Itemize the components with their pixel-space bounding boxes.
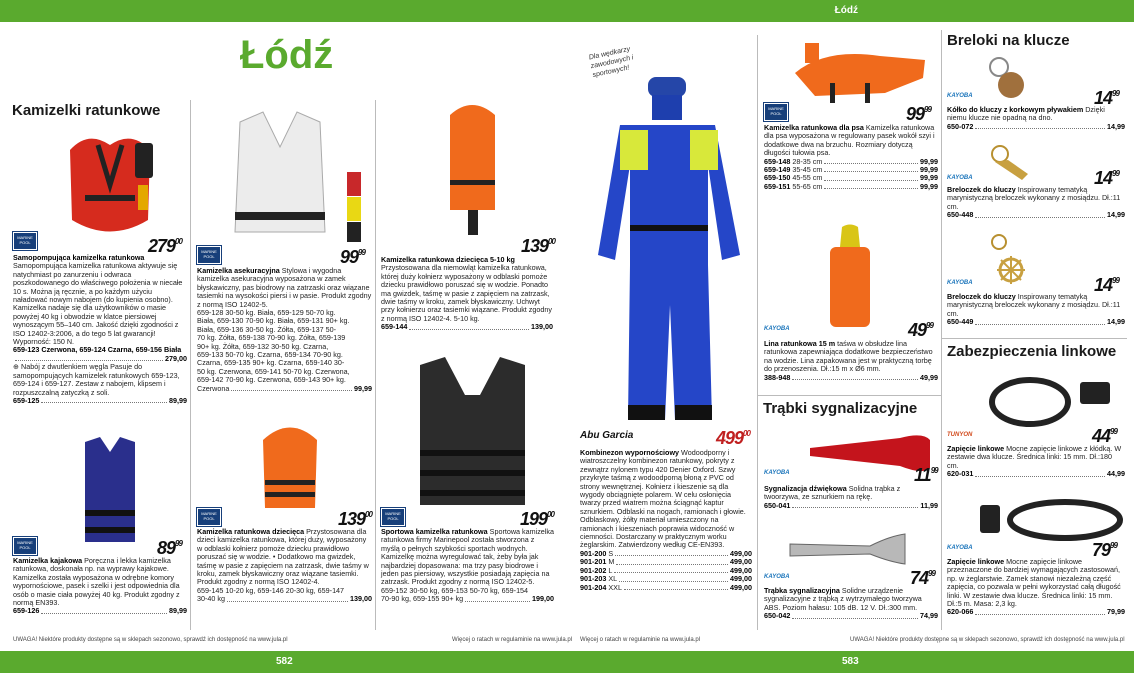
product-description: Poręczna i lekka kamizelka ratunkowa, doskonała np. na wyprawy kajakowe. Kamizelka została wyposażona w odrębne komory wypornościowe, pasek i szelki i jest odpowiednia dla osób o masie ciała powyżej 40 kg. Produkt zgodny z normą EN393. <box>13 556 180 608</box>
marine-pool-badge: MARINE POOL <box>381 508 405 526</box>
product-p15 <box>947 445 1125 479</box>
brand-kayoba: KAYOBA <box>764 470 790 476</box>
marine-pool-badge: MARINE POOL <box>764 103 788 121</box>
page-number-left: 582 <box>276 656 293 667</box>
product-code: 659-148 <box>764 156 791 166</box>
product-p16 <box>947 558 1125 617</box>
top-bar <box>0 0 1134 22</box>
product-description: Sportowa kamizelka ratunkowa firmy Marinepool została stworzona z myślą o pełnych szybkości sportach wodnych. Kamizelkę można wyregulować tak, żeby była jak najbardziej dopasowana: ma trzy pasy biodrowe i jeden pas piersiowy, wszystkie posiadają zapięcia na zatrzask. Produkt zgodny z normą ISO 12402-5. <box>381 527 554 587</box>
footnote-right: UWAGA! Niektóre produkty dostępne są w sklepach sezonowo, sprawdź ich dostępność na www.jula.pl <box>850 637 1125 643</box>
divider <box>375 100 376 630</box>
product-price-line: 499,00 <box>730 565 752 575</box>
variant-line: 659-128 30-50 kg. Biała, 659-129 50-70 kg. <box>197 308 336 318</box>
divider <box>758 395 941 396</box>
product-code: 650-041 <box>764 500 791 510</box>
brand-tunyon: TUNYON <box>947 432 973 438</box>
kayak-vest-image <box>75 432 145 552</box>
dog-vest-image <box>785 38 935 108</box>
variant-line: 659-142 70-90 kg. Czerwona, 659-143 90+ kg. <box>197 375 346 385</box>
product-code: 901-200 <box>580 548 607 558</box>
variant-line: 70 kg. Żółta, 659-138 70-90 kg. Żółta, 659-139 <box>197 333 346 343</box>
product-title: Zapięcie linkowe <box>947 557 1005 566</box>
price-p13: $14^{99}$ <box>1094 168 1119 188</box>
product-title: Samopompująca kamizelka ratunkowa <box>13 253 145 262</box>
marine-pool-badge: MARINE POOL <box>13 232 37 250</box>
product-price-line: 199,00 <box>532 594 554 604</box>
product-title: Breloczek do kluczy <box>947 185 1016 194</box>
product-code: 659-144 <box>381 322 408 332</box>
brass-keyring-image <box>980 142 1035 187</box>
price-p3: $139^{00}$ <box>521 236 555 256</box>
marine-pool-badge: MARINE POOL <box>197 246 221 264</box>
price-p10: $11^{99}$ <box>914 465 938 485</box>
product-description: Wodoodporny i wiatroszczelny kombinezon ratunkowy, pokryty z zewnątrz nylonem typu 420 Denier Oxford. Szwy przykryte taśmą z wodoodporną błoną z PVC od strony wewnętrznej. Kołnierz i kieszenie są dla wygody obciągnięte polarem. W celu osłonięcia twarzy przed wiatrem można ściągnąć kaptur sznurkiem. Odblaski na nogach, ramionach i głowie. Odblaskowy, żółty materiał umieszczony na ramionach i kieszeniach poprawia widoczność w ciemności. Dostarczany w praktycznym worku żeglarskim. Zatwierdzony według CE-EN393. <box>580 448 746 550</box>
divider <box>757 35 758 630</box>
product-description: Przystosowana dla dzieci kamizelka ratunkowa, której duży, wyposażony w odblaski kołnierz pomoże dziecku prawidłowo poruszać się w wodzie. • Dodatkowo ma gwizdek, taśmę w pasie z zapięciem na zatrzask, dwie taśmy w kroku, zamek błyskawiczny oraz wiązane tasiemki. Produkt zgodny z normą ISO 12402-4. <box>197 527 369 587</box>
product-p13 <box>947 186 1125 220</box>
signal-horn-image <box>785 530 915 570</box>
product-p9 <box>764 340 938 382</box>
product-description: Stylowa i wygodna kamizelka asekuracyjna wyposażona w zamek błyskawiczny, pas biodrowy na zatrzaski oraz wiązane tasiemki na wysokości piersi i w pasie. Produkt zgodny z normą ISO 12402-5. <box>197 266 372 309</box>
product-price-line: 499,00 <box>730 574 752 584</box>
product-code: 659-126 <box>13 606 40 616</box>
product-p14 <box>947 293 1125 327</box>
product-price-line: 499,00 <box>730 557 752 567</box>
product-p4 <box>13 557 187 616</box>
product-title: Kamizelka ratunkowa dziecięca <box>197 527 305 536</box>
footnote-installments-left: Więcej o ratach w regulaminie na www.jula.pl <box>452 637 573 643</box>
product-description: Inspirowany tematyką marynistyczną breloczek wykonany z mosiądzu. Dł.:11 cm. <box>947 292 1121 318</box>
coiled-cable-lock-image <box>970 495 1125 545</box>
product-price-line: 99,99 <box>354 383 372 393</box>
product-code: 620-031 <box>947 469 974 479</box>
product-price-line: 74,99 <box>920 611 938 621</box>
size: M <box>608 557 615 567</box>
brand-kayoba: KAYOBA <box>947 175 973 181</box>
footnote-left: UWAGA! Niektóre produkty dostępne są w sklepach sezonowo, sprawdź ich dostępność na www.jula.pl <box>13 637 288 643</box>
size: XL <box>608 574 618 584</box>
product-p11 <box>764 587 938 621</box>
price-p6: $199^{00}$ <box>520 509 554 529</box>
variant-line: Czarna, 659-135 90+ kg. Czarna, 659-140 30- <box>197 358 345 368</box>
variant-line: 70-90 kg, 659-155 90+ kg <box>381 594 464 604</box>
product-code: 901-201 <box>580 557 607 567</box>
cable-lock-image <box>985 370 1125 430</box>
product-price-line: 279,00 <box>165 353 187 363</box>
product-price-line: 79,99 <box>1107 607 1125 617</box>
product-code: 901-202 <box>580 565 607 575</box>
page-number-right: 583 <box>842 656 859 667</box>
product-title: Kamizelka kajakowa <box>13 556 83 565</box>
product-codes: 659-123 Czerwona, 659-124 Czarna, 659-156 Biała <box>13 345 182 355</box>
product-code: 901-203 <box>580 574 607 584</box>
product-price-line: 44,99 <box>1107 469 1125 479</box>
product-code: 659-151 <box>764 181 791 191</box>
product-price-line: 499,00 <box>730 582 752 592</box>
product-title: Trąbka sygnalizacyjna <box>764 586 840 595</box>
top-city-label: Łódź <box>834 5 858 16</box>
price-p15: $44^{99}$ <box>1092 426 1117 446</box>
rescue-rope-image <box>820 222 880 332</box>
price-p11: $74^{99}$ <box>910 568 935 588</box>
product-code: 388-948 <box>764 372 791 382</box>
product-p12 <box>947 106 1125 131</box>
size: S <box>608 548 614 558</box>
price-p16: $79^{99}$ <box>1092 540 1117 560</box>
size: 45-55 cm <box>792 173 823 183</box>
product-title: Sygnalizacja dźwiękowa <box>764 484 847 493</box>
product-price-line: 139,00 <box>531 322 553 332</box>
product-code: 650-042 <box>764 611 791 621</box>
product-p3 <box>381 256 553 332</box>
product-price-line: 14,99 <box>1107 121 1125 131</box>
size: XXL <box>608 582 622 592</box>
product-description: Kamizelka ratunkowa dla psa wyposażona w regulowany pasek wokół szyi i dodatkowe dwa na brzuchu. Rozmiary dotyczą długości tułowia psa. <box>764 123 935 158</box>
product-price-line: 14,99 <box>1107 317 1125 327</box>
product-description: Dzięki niemu klucze nie opadną na dno. <box>947 105 1105 123</box>
product-code: 659-149 <box>764 165 791 175</box>
co2-cartridge-desc: Nabój z dwutlenkiem węgla Pasuje do samopompujących kamizelek ratunkowych 659-123, 659-124 i 659-127. Zestaw z nabojem, klipsem i rozpuszczalną zatyczką z soli. <box>13 362 180 397</box>
brand-kayoba: KAYOBA <box>947 545 973 551</box>
product-price-line: 99,99 <box>920 173 938 183</box>
bottom-bar <box>0 651 1134 673</box>
section-title-locks: Zabezpieczenia linkowe <box>947 343 1117 360</box>
variant-line: 90+ kg. Żółta, 659-132 30-50 kg. Czarna, <box>197 341 329 351</box>
section-title-horns: Trąbki sygnalizacyjne <box>763 400 918 417</box>
product-code: 650-449 <box>947 317 974 327</box>
price-p14: $14^{99}$ <box>1094 275 1119 295</box>
section-title-vests: Kamizelki ratunkowe <box>12 102 161 119</box>
sport-vest-image <box>410 355 535 515</box>
product-p6 <box>381 528 554 604</box>
variant-line: 659-152 30-50 kg, 659-153 50-70 kg, 659-154 <box>381 585 529 595</box>
product-p7 <box>580 449 752 592</box>
marine-pool-badge: MARINE POOL <box>197 508 221 526</box>
product-code: 659-125 <box>13 395 40 405</box>
variant-line: Biała, 659-130 70-90 kg. Biała, 659-131 90+ kg. <box>197 316 350 326</box>
size: 35-45 cm <box>792 165 823 175</box>
product-title: Zapięcie linkowe <box>947 444 1005 453</box>
divider <box>190 100 191 630</box>
cork-keyring-image <box>985 55 1030 100</box>
footnote-installments-right: Więcej o ratach w regulaminie na www.jula.pl <box>580 637 701 643</box>
marine-pool-badge: MARINE POOL <box>13 537 37 555</box>
product-title: Kółko do kluczy z korkowym pływakiem <box>947 105 1084 114</box>
product-code: 650-448 <box>947 210 974 220</box>
handwritten-note: Dla wędkarzy zawodowych i sportowych! <box>588 45 635 80</box>
price-p5: $139^{00}$ <box>338 509 372 529</box>
product-p10 <box>764 485 938 510</box>
product-price-line: 139,00 <box>350 594 372 604</box>
price-p8: $99^{99}$ <box>906 104 931 124</box>
variant-line: 50 kg. Czerwona, 659-141 50-70 kg. Czerwona, <box>197 366 350 376</box>
price-p9: $49^{99}$ <box>908 320 933 340</box>
product-code: 901-204 <box>580 582 607 592</box>
product-p2 <box>197 267 372 393</box>
section-title-keys: Breloki na klucze <box>947 32 1070 49</box>
product-p5 <box>197 528 372 604</box>
product-description: Inspirowany tematyką marynistyczną breloczek wykonany z mosiądzu. Dł.:11 cm. <box>947 185 1121 211</box>
product-description: Samopompująca kamizelka ratunkowa aktywuje się natychmiast po zanurzeniu i odwraca poszkodowanego do właściwego położenia w niecałe 10 s. Można ją ręcznie, a po każdym użyciu naładować nowym nabojem (do kupienia osobno). Kamizelka nadaje się dla użytkowników o masie powyżej 40 kg i obwodzie w klatce piersiowej wynoszącym 55–140 cm. Jakość dzięki zgodności z ISO 12402-3:2006, a do tego 5 lat gwarancji! Wyporność: 150 N. <box>13 261 183 347</box>
product-p1: Samopompująca kamizelka ratunkowa Samopompująca kamizelka ratunkowa aktywuje się natychmiast po zanurzeniu i odwraca poszkodowanego do właściwego położenia w niecałe 10 s. Można ją ręcznie, a po każdym użyciu naładować nowym nabojem (do kupienia osobno). Kamizelka nadaje się dla użytkowników o masie powyżej 40 kg i obwodzie w klatce piersiowej wynoszącym 55–140 cm. Jakość dzięki zgodności z ISO 12402-3:2006, a do tego 5 lat gwarancji! Wyporność: 150 N. 659-123 Czerwona, 659-124 Czarna, 659-156 Biała 279,00 ⊕ Nabój z dwutlenkiem węgla Pasuje do samopompujących kamizelek ratunkowych 659-123, 659-124 i 659-127. Zestaw z nabojem, klipsem i rozpuszczalną zatyczką z soli. 659-125 89,99 <box>13 253 187 405</box>
product-code: 650-072 <box>947 121 974 131</box>
product-title: Kamizelka ratunkowa dziecięca 5-10 kg <box>381 255 515 264</box>
product-description: taśwa w obsłudze lina ratunkowa zapewniająca dodatkowe bezpieczeństwo na wodzie. Lina zapakowana jest w praktyczną torbę do przenoszenia. Dł.:15 m x Ø6 mm. <box>764 339 933 374</box>
price-p2: $99^{99}$ <box>340 247 365 267</box>
product-price-line: 499,00 <box>730 548 752 558</box>
brand-kayoba: KAYOBA <box>764 326 790 332</box>
size: 28-35 cm <box>792 156 823 166</box>
price-p12: $14^{99}$ <box>1094 88 1119 108</box>
brand-kayoba: KAYOBA <box>764 574 790 580</box>
product-price-line: 89,99 <box>169 395 187 405</box>
buoyancy-vest-image <box>225 107 370 247</box>
product-price-line: 49,99 <box>920 372 938 382</box>
helm-keyring-image <box>985 232 1030 287</box>
product-title: Kombinezon wypornościowy <box>580 448 680 457</box>
product-description: Mocne zapięcie linkowe z kłódką. W zestawie dwa klucze. Średnica linki: 15 mm. Dł.:180 cm. <box>947 444 1122 470</box>
product-title: Kamizelka asekuracyjna <box>197 266 280 275</box>
divider <box>941 30 942 630</box>
divider <box>942 338 1127 339</box>
product-code: 659-150 <box>764 173 791 183</box>
product-price-line: 11,99 <box>920 500 938 510</box>
product-price-line: 99,99 <box>920 181 938 191</box>
product-title: Lina ratunkowa 15 m <box>764 339 836 348</box>
variant-line: 659-145 10-20 kg, 659-146 20-30 kg, 659-147 <box>197 585 345 595</box>
variant-line: Czerwona <box>197 383 230 393</box>
product-description: Mocne zapięcie linkowe przeznaczone do bardziej wymagających zastosowań, np. w żeglarstwie. Zamek stanowi niezależną część zapięcia, co pozwala w pełni wykorzystać całą długość linki. W zestawie dwa klucze. Średnica linki: 15 mm. Dł.:5 m. Masa: 2,3 kg. <box>947 557 1121 609</box>
product-description: Solidne urządzenie sygnalizacyjne z trąbką z wytrzymałego tworzywa ABS. Poziom hałasu: 105 dB. 12 V. Dł.:300 mm. <box>764 586 922 612</box>
product-price-line: 89,99 <box>169 606 187 616</box>
product-description: Solidna trąbka z twoorzywa, ze sznurkiem na rękę. <box>764 484 901 502</box>
brand-kayoba: KAYOBA <box>947 280 973 286</box>
product-price-line: 99,99 <box>920 165 938 175</box>
product-price-line: 99,99 <box>920 156 938 166</box>
product-title: Sportowa kamizelka ratunkowa <box>381 527 488 536</box>
product-description: Przystosowana dla niemowląt kamizelka ratunkowa, której duży kołnierz wyposażony w odblaski pomoże dziecku prawidłowo poruszać się w wodzie. Ponadto ma gwizdek, taśmę w pasie z zapięciem na zatrzask, dwie taśmy w kroku, zamek błyskawiczny. Uchwyt przy kołnierzu oraz tasiemki wiązane. Produkt zgodny z normą ISO 12402-4. 5-10 kg. <box>381 263 552 323</box>
brand-kayoba: KAYOBA <box>947 93 973 99</box>
city-heading: Łódź <box>240 33 334 77</box>
size: 55-65 cm <box>792 181 823 191</box>
size: L <box>608 565 613 575</box>
price-p4: $89^{99}$ <box>157 538 182 558</box>
variant-line: 30-40 kg <box>197 594 225 604</box>
child-vest-image <box>255 420 325 515</box>
infant-vest-image <box>440 100 505 240</box>
price-p7: $499^{00}$ <box>716 428 750 448</box>
variant-line: Biała, 659-136 30-50 kg. Żółta, 659-137 50- <box>197 324 337 334</box>
product-p8 <box>764 124 938 191</box>
variant-line: 659-133 50-70 kg. Czarna, 659-134 70-90 kg. <box>197 350 343 360</box>
flotation-suit-image <box>590 75 750 430</box>
product-price-line: 14,99 <box>1107 210 1125 220</box>
brand-abu-garcia: Abu Garcia <box>580 430 634 441</box>
price-p1: $279^{00}$ <box>148 236 182 256</box>
product-title: Breloczek do kluczy <box>947 292 1016 301</box>
product-title: Kamizelka ratunkowa dla psa <box>764 123 864 132</box>
product-code: 620-066 <box>947 607 974 617</box>
